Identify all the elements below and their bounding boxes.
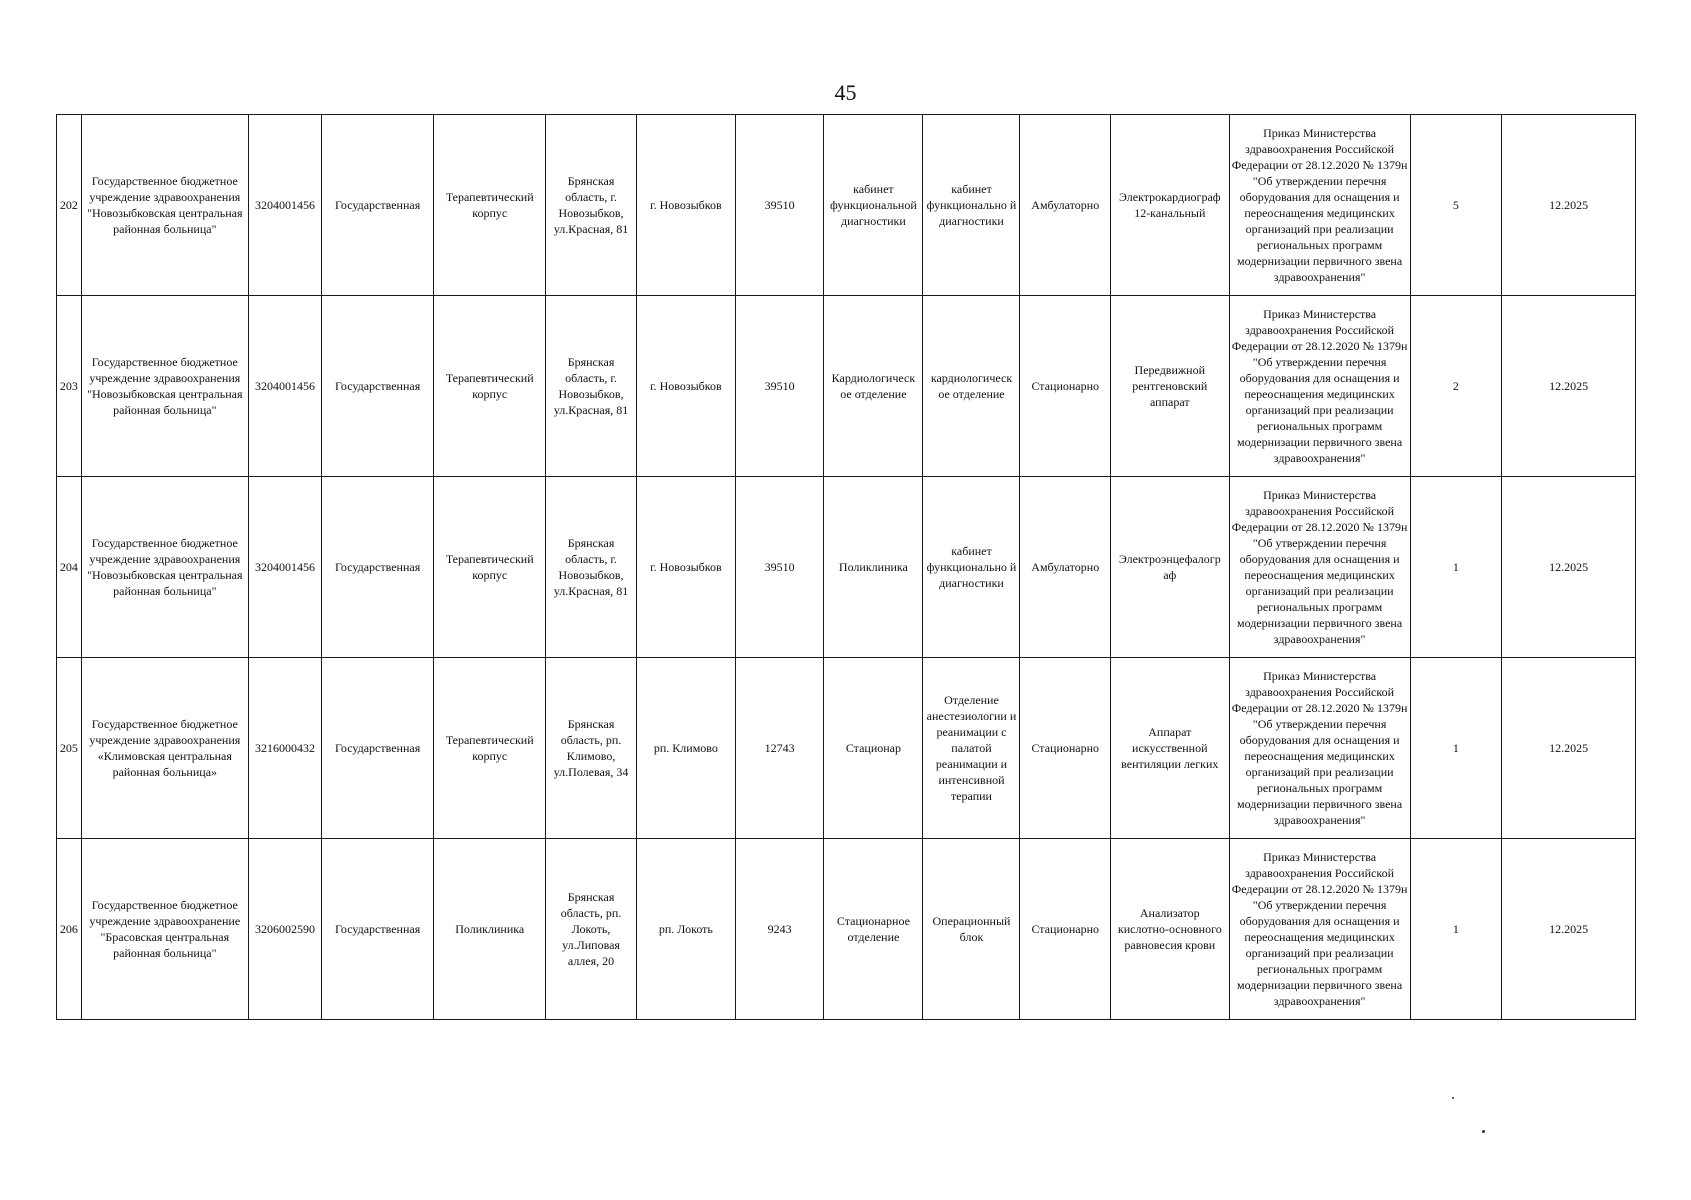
inn: 3216000432 [248,658,321,839]
ownership-form: Государственная [322,296,434,477]
page-number: 45 [834,80,857,105]
building: Терапевтический корпус [434,658,546,839]
delivery-date: 12.2025 [1502,839,1636,1020]
legal-basis: Приказ Министерства здравоохранения Российской Федерации от 28.12.2020 № 1379н "Об утверждении перечня оборудования для оснащения и переоснащения медицинских организаций при реализации региональных программ модернизации первичного звена здравоохранения" [1229,296,1410,477]
organization-name: Государственное бюджетное учреждение здравоохранение "Брасовская центральная районная больница" [81,839,248,1020]
settlement-code: 39510 [735,296,823,477]
organization-name: Государственное бюджетное учреждение здравоохранения "Новозыбковская центральная районная больница" [81,296,248,477]
structural-subunit: кабинет функционально й диагностики [923,115,1020,296]
table-body [57,115,1636,1020]
settlement-code: 12743 [735,658,823,839]
legal-basis: Приказ Министерства здравоохранения Российской Федерации от 28.12.2020 № 1379н "Об утверждении перечня оборудования для оснащения и переоснащения медицинских организаций при реализации региональных программ модернизации первичного звена здравоохранения" [1229,115,1410,296]
building: Терапевтический корпус [434,477,546,658]
quantity: 1 [1410,839,1502,1020]
structural-subunit: Отделение анестезиологии и реанимации с палатой реанимации и интенсивной терапии [923,658,1020,839]
table-row [57,477,1636,658]
structural-subunit: Операционный блок [923,839,1020,1020]
inn: 3204001456 [248,115,321,296]
legal-basis: Приказ Министерства здравоохранения Российской Федерации от 28.12.2020 № 1379н "Об утверждении перечня оборудования для оснащения и переоснащения медицинских организаций при реализации региональных программ модернизации первичного звена здравоохранения" [1229,658,1410,839]
structural-subunit: кабинет функционально й диагностики [923,477,1020,658]
ownership-form: Государственная [322,658,434,839]
address: Брянская область, рп. Локоть, ул.Липовая аллея, 20 [546,839,637,1020]
settlement-code: 39510 [735,477,823,658]
structural-unit: Стационар [824,658,923,839]
delivery-date: 12.2025 [1502,658,1636,839]
inn: 3206002590 [248,839,321,1020]
inn: 3204001456 [248,296,321,477]
organization-name: Государственное бюджетное учреждение здравоохранения "Новозыбковская центральная районная больница" [81,477,248,658]
address: Брянская область, г. Новозыбков, ул.Красная, 81 [546,296,637,477]
delivery-date: 12.2025 [1502,477,1636,658]
building: Поликлиника [434,839,546,1020]
settlement: г. Новозыбков [636,115,735,296]
ownership-form: Государственная [322,115,434,296]
row-number: 204 [57,477,82,658]
row-number: 202 [57,115,82,296]
structural-unit: кабинет функциональной диагностики [824,115,923,296]
building: Терапевтический корпус [434,115,546,296]
organization-name: Государственное бюджетное учреждение здравоохранения «Климовская центральная районная больница» [81,658,248,839]
structural-unit: Кардиологическ ое отделение [824,296,923,477]
structural-subunit: кардиологическ ое отделение [923,296,1020,477]
settlement-code: 39510 [735,115,823,296]
table-row [57,296,1636,477]
ownership-form: Государственная [322,839,434,1020]
row-number: 203 [57,296,82,477]
equipment-name: Аппарат искусственной вентиляции легких [1111,658,1230,839]
legal-basis: Приказ Министерства здравоохранения Российской Федерации от 28.12.2020 № 1379н "Об утверждении перечня оборудования для оснащения и переоснащения медицинских организаций при реализации региональных программ модернизации первичного звена здравоохранения" [1229,477,1410,658]
scan-speck [1452,1097,1454,1099]
legal-basis: Приказ Министерства здравоохранения Российской Федерации от 28.12.2020 № 1379н "Об утверждении перечня оборудования для оснащения и переоснащения медицинских организаций при реализации региональных программ модернизации первичного звена здравоохранения" [1229,839,1410,1020]
settlement: рп. Климово [636,658,735,839]
quantity: 5 [1410,115,1502,296]
address: Брянская область, г. Новозыбков, ул.Красная, 81 [546,115,637,296]
quantity: 2 [1410,296,1502,477]
settlement: рп. Локоть [636,839,735,1020]
row-number: 206 [57,839,82,1020]
table-row [57,115,1636,296]
care-form: Стационарно [1020,658,1111,839]
structural-unit: Стационарное отделение [824,839,923,1020]
equipment-register-table [56,114,1636,1020]
care-form: Амбулаторно [1020,477,1111,658]
inn: 3204001456 [248,477,321,658]
delivery-date: 12.2025 [1502,296,1636,477]
quantity: 1 [1410,658,1502,839]
table-row [57,658,1636,839]
care-form: Амбулаторно [1020,115,1111,296]
address: Брянская область, г. Новозыбков, ул.Красная, 81 [546,477,637,658]
organization-name: Государственное бюджетное учреждение здравоохранения "Новозыбковская центральная районная больница" [81,115,248,296]
address: Брянская область, рп. Климово, ул.Полевая, 34 [546,658,637,839]
scan-speck [1482,1130,1485,1133]
structural-unit: Поликлиника [824,477,923,658]
quantity: 1 [1410,477,1502,658]
equipment-name: Электроэнцефалогр аф [1111,477,1230,658]
equipment-name: Анализатор кислотно-основного равновесия крови [1111,839,1230,1020]
equipment-name: Передвижной рентгеновский аппарат [1111,296,1230,477]
settlement: г. Новозыбков [636,296,735,477]
care-form: Стационарно [1020,296,1111,477]
ownership-form: Государственная [322,477,434,658]
row-number: 205 [57,658,82,839]
settlement-code: 9243 [735,839,823,1020]
table-row [57,839,1636,1020]
delivery-date: 12.2025 [1502,115,1636,296]
care-form: Стационарно [1020,839,1111,1020]
equipment-name: Электрокардиограф 12-канальный [1111,115,1230,296]
settlement: г. Новозыбков [636,477,735,658]
building: Терапевтический корпус [434,296,546,477]
